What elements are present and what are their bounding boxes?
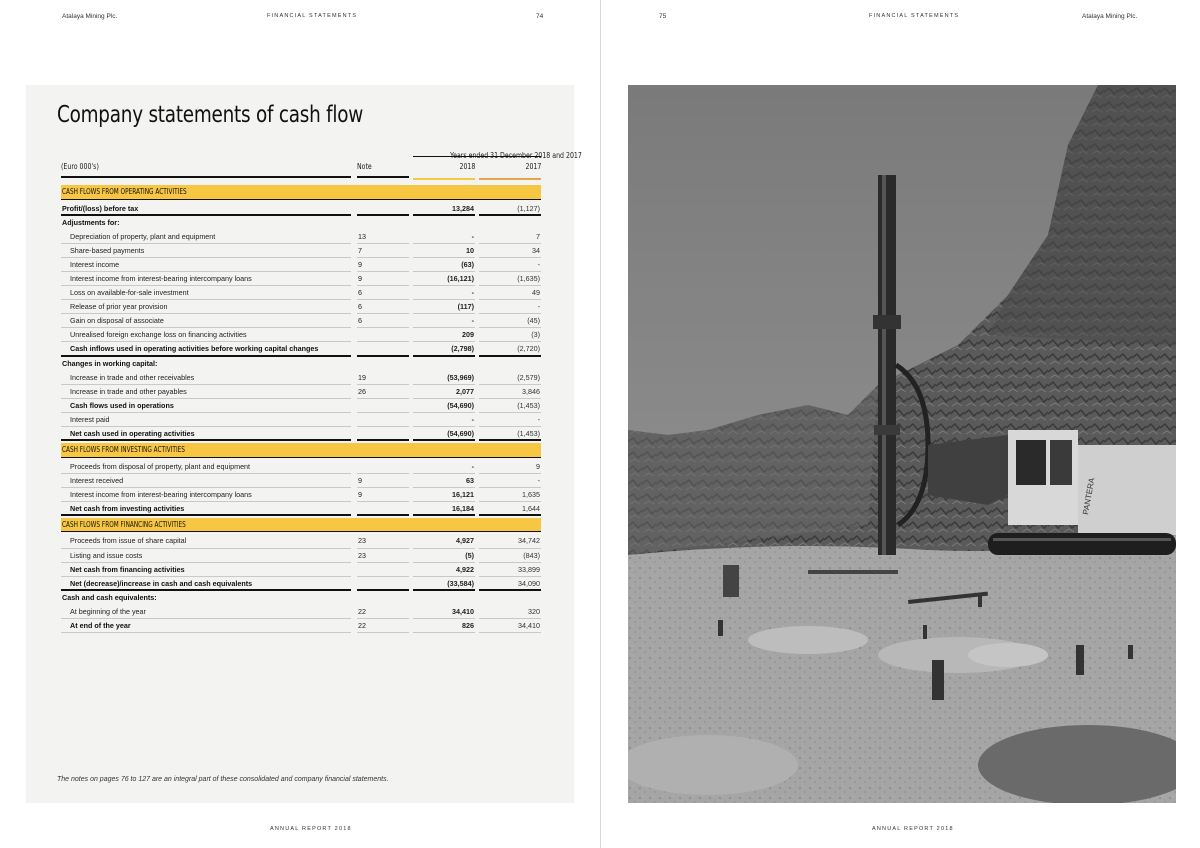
row-value-2017: (3)	[479, 328, 541, 342]
row-value-2017: (843)	[479, 549, 541, 563]
row-note	[357, 460, 409, 474]
row-label: Interest paid	[61, 413, 351, 427]
table-row	[61, 357, 541, 371]
table-row	[61, 427, 541, 441]
row-label: Changes in working capital:	[62, 358, 158, 368]
row-note	[357, 328, 409, 342]
row-note	[357, 357, 409, 371]
row-label: Cash flows used in operations	[61, 399, 351, 413]
row-value-2018: -	[413, 413, 475, 427]
table-row	[61, 300, 541, 314]
row-value-2018: -	[413, 314, 475, 328]
table-row	[61, 272, 541, 286]
row-note	[357, 342, 409, 356]
header-section: FINANCIAL STATEMENTS	[267, 13, 358, 19]
row-label: Adjustments for:	[62, 217, 120, 227]
right-page	[600, 0, 1200, 848]
column-note-header: Note	[357, 162, 409, 178]
row-value-2017: 7	[479, 230, 541, 244]
row-value-2018: 2,077	[413, 385, 475, 399]
row-label: Increase in trade and other payables	[61, 385, 351, 399]
row-label: Proceeds from issue of share capital	[61, 534, 351, 548]
row-value-2017: 1,644	[479, 502, 541, 516]
row-note	[357, 427, 409, 441]
row-value-2017: (2,579)	[479, 371, 541, 385]
row-value-2017: 33,899	[479, 563, 541, 577]
table-body	[61, 183, 541, 633]
row-value-2018: (53,969)	[413, 371, 475, 385]
table-row	[61, 342, 541, 356]
row-label: Profit/(loss) before tax	[61, 202, 351, 216]
row-value-2017: 1,635	[479, 488, 541, 502]
row-value-2017: -	[479, 300, 541, 314]
header-company: Atalaya Mining Plc.	[1082, 13, 1138, 20]
row-label: Listing and issue costs	[61, 549, 351, 563]
column-label-header: (Euro 000's)	[61, 162, 351, 178]
row-note	[357, 591, 409, 605]
row-note	[357, 577, 409, 591]
table-row	[61, 563, 541, 577]
years-header: Years ended 31 December 2018 and 2017	[413, 145, 541, 157]
row-note: 6	[357, 314, 409, 328]
row-value-2018: -	[413, 286, 475, 300]
row-label: Increase in trade and other receivables	[61, 371, 351, 385]
row-label: Depreciation of property, plant and equipment	[61, 230, 351, 244]
row-value-2018: (54,690)	[413, 399, 475, 413]
row-label: Interest income from interest-bearing intercompany loans	[61, 488, 351, 502]
row-label: Interest received	[61, 474, 351, 488]
column-headers	[61, 162, 541, 178]
row-value-2018: (63)	[413, 258, 475, 272]
table-row	[61, 488, 541, 502]
row-value-2018	[413, 357, 475, 371]
table-row	[61, 314, 541, 328]
row-label: At end of the year	[61, 619, 351, 633]
table-row	[61, 399, 541, 413]
table-row	[61, 413, 541, 427]
row-value-2018: 10	[413, 244, 475, 258]
row-value-2017: 3,846	[479, 385, 541, 399]
row-note: 22	[357, 619, 409, 633]
row-value-2017: 34,090	[479, 577, 541, 591]
row-value-2018: 16,184	[413, 502, 475, 516]
table-row	[61, 371, 541, 385]
row-note: 19	[357, 371, 409, 385]
row-label: Net cash from financing activities	[61, 563, 351, 577]
table-row	[61, 577, 541, 591]
row-value-2018: 826	[413, 619, 475, 633]
row-value-2017: 9	[479, 460, 541, 474]
row-value-2017: (1,453)	[479, 427, 541, 441]
row-value-2018: 4,922	[413, 563, 475, 577]
table-row	[61, 328, 541, 342]
table-row	[61, 216, 541, 230]
table-row	[61, 258, 541, 272]
row-value-2017: -	[479, 258, 541, 272]
statement-panel	[26, 85, 582, 803]
table-row	[61, 591, 541, 605]
section-header: CASH FLOWS FROM INVESTING ACTIVITIES	[61, 443, 541, 458]
row-value-2018: -	[413, 230, 475, 244]
row-value-2017	[479, 216, 541, 230]
page-number: 74	[536, 13, 544, 20]
row-value-2018: 209	[413, 328, 475, 342]
row-label: Share-based payments	[61, 244, 351, 258]
footer: ANNUAL REPORT 2018	[270, 826, 352, 832]
row-label: At beginning of the year	[61, 605, 351, 619]
row-note: 9	[357, 258, 409, 272]
row-value-2018: (5)	[413, 549, 475, 563]
footer: ANNUAL REPORT 2018	[872, 826, 954, 832]
rig-label: PANTERA	[1081, 477, 1097, 516]
row-value-2017: -	[479, 474, 541, 488]
column-2018-header: 2018	[413, 162, 475, 178]
row-value-2018: (54,690)	[413, 427, 475, 441]
row-label: Net (decrease)/increase in cash and cash equivalents	[61, 577, 351, 591]
row-value-2018: (117)	[413, 300, 475, 314]
row-value-2018: -	[413, 460, 475, 474]
row-value-2017	[479, 357, 541, 371]
row-value-2018: (33,584)	[413, 577, 475, 591]
row-value-2018: 34,410	[413, 605, 475, 619]
row-value-2018	[413, 216, 475, 230]
row-note: 9	[357, 474, 409, 488]
row-value-2018: (16,121)	[413, 272, 475, 286]
row-note: 26	[357, 385, 409, 399]
row-value-2017: 34	[479, 244, 541, 258]
table-row	[61, 619, 541, 633]
drill-rig-photo	[628, 85, 1176, 803]
row-label: Cash and cash equivalents:	[62, 592, 157, 602]
row-note: 23	[357, 549, 409, 563]
table-row	[61, 549, 541, 563]
table-row	[61, 385, 541, 399]
row-note: 6	[357, 300, 409, 314]
row-value-2017: 34,410	[479, 619, 541, 633]
row-value-2017: -	[479, 413, 541, 427]
section-header: CASH FLOWS FROM OPERATING ACTIVITIES	[61, 185, 541, 200]
section-header: CASH FLOWS FROM FINANCING ACTIVITIES	[61, 518, 541, 533]
row-value-2017: (1,453)	[479, 399, 541, 413]
row-note	[357, 216, 409, 230]
header-section: FINANCIAL STATEMENTS	[869, 13, 960, 19]
row-value-2018: 16,121	[413, 488, 475, 502]
table-row	[61, 605, 541, 619]
row-value-2018: (2,798)	[413, 342, 475, 356]
row-note: 9	[357, 272, 409, 286]
column-2018-bar	[413, 178, 475, 181]
row-note: 9	[357, 488, 409, 502]
row-note: 23	[357, 534, 409, 548]
row-value-2017: (45)	[479, 314, 541, 328]
row-value-2017	[479, 591, 541, 605]
table-row	[61, 460, 541, 474]
row-label: Net cash used in operating activities	[61, 427, 351, 441]
table-row	[61, 230, 541, 244]
row-label: Loss on available-for-sale investment	[61, 286, 351, 300]
row-value-2018: 63	[413, 474, 475, 488]
row-value-2018: 4,927	[413, 534, 475, 548]
page-number: 75	[659, 13, 667, 20]
row-value-2017: 49	[479, 286, 541, 300]
row-value-2018: 13,284	[413, 202, 475, 216]
table-row	[61, 286, 541, 300]
row-value-2017: (1,635)	[479, 272, 541, 286]
row-note	[357, 399, 409, 413]
row-label: Cash inflows used in operating activities before working capital changes	[61, 342, 351, 356]
row-note	[357, 413, 409, 427]
row-label: Release of prior year provision	[61, 300, 351, 314]
row-note	[357, 502, 409, 516]
row-label: Net cash from investing activities	[61, 502, 351, 516]
table-row	[61, 202, 541, 216]
row-note: 6	[357, 286, 409, 300]
row-note: 7	[357, 244, 409, 258]
header-company: Atalaya Mining Plc.	[62, 13, 118, 20]
row-value-2017: 320	[479, 605, 541, 619]
row-value-2017: (1,127)	[479, 202, 541, 216]
row-note: 22	[357, 605, 409, 619]
row-label: Interest income from interest-bearing intercompany loans	[61, 272, 351, 286]
table-row	[61, 244, 541, 258]
column-2017-bar	[479, 178, 541, 181]
row-note	[357, 563, 409, 577]
row-value-2018	[413, 591, 475, 605]
table-row	[61, 474, 541, 488]
column-2017-header: 2017	[479, 162, 541, 178]
row-label: Gain on disposal of associate	[61, 314, 351, 328]
row-label: Unrealised foreign exchange loss on financing activities	[61, 328, 351, 342]
row-value-2017: (2,720)	[479, 342, 541, 356]
footnote: The notes on pages 76 to 127 are an integral part of these consolidated and company financial statements.	[57, 776, 389, 783]
row-value-2017: 34,742	[479, 534, 541, 548]
row-note	[357, 202, 409, 216]
page-title: Company statements of cash flow	[57, 102, 364, 128]
table-row	[61, 534, 541, 548]
row-note: 13	[357, 230, 409, 244]
row-label: Proceeds from disposal of property, plant and equipment	[61, 460, 351, 474]
table-row	[61, 502, 541, 516]
row-label: Interest income	[61, 258, 351, 272]
